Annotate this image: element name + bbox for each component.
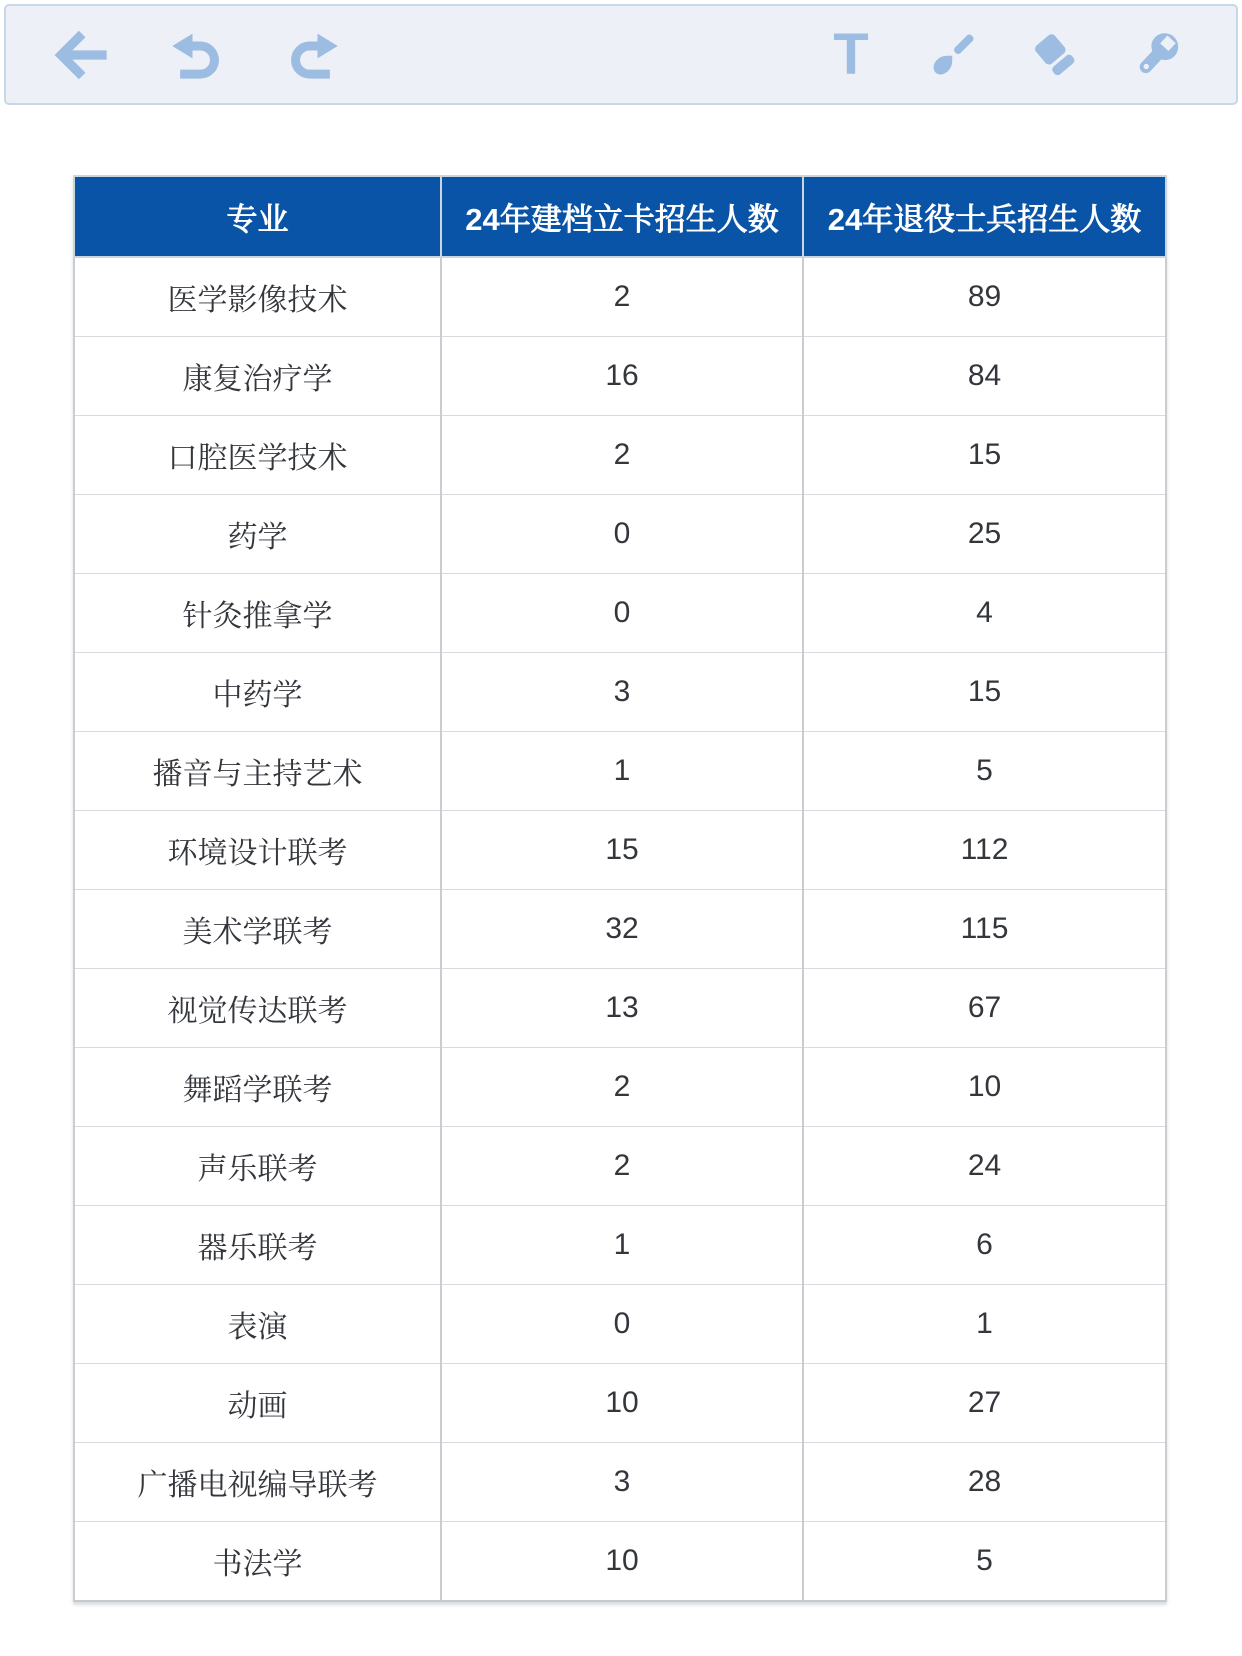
major-cell: 视觉传达联考 [74,969,441,1048]
count-cell: 0 [441,574,803,653]
count-cell: 15 [803,653,1166,732]
count-cell: 10 [441,1364,803,1443]
table-row [74,1048,1166,1127]
table-body [74,257,1166,1601]
count-cell: 24 [803,1127,1166,1206]
count-cell: 0 [441,495,803,574]
major-cell: 广播电视编导联考 [74,1443,441,1522]
wrench-icon [1130,28,1184,82]
count-cell: 6 [803,1206,1166,1285]
count-cell: 25 [803,495,1166,574]
eraser-icon [1028,28,1082,82]
count-cell: 13 [441,969,803,1048]
table-row [74,495,1166,574]
text-tool-icon: T [833,21,869,87]
count-cell: 2 [441,257,803,337]
count-cell: 16 [441,337,803,416]
count-cell: 2 [441,1127,803,1206]
major-cell: 舞蹈学联考 [74,1048,441,1127]
count-cell: 1 [803,1285,1166,1364]
count-cell: 27 [803,1364,1166,1443]
toolbar-left-group [52,24,342,86]
count-cell: 89 [803,257,1166,337]
header-row [74,176,1166,257]
table-row [74,1127,1166,1206]
count-cell: 67 [803,969,1166,1048]
table-row [74,337,1166,416]
major-cell: 美术学联考 [74,890,441,969]
table-row [74,1522,1166,1602]
major-cell: 环境设计联考 [74,811,441,890]
count-cell: 15 [803,416,1166,495]
major-cell: 药学 [74,495,441,574]
count-cell: 84 [803,337,1166,416]
count-cell: 3 [441,653,803,732]
table-row [74,257,1166,337]
table-row [74,890,1166,969]
brush-tool-button[interactable] [924,24,982,86]
table-row [74,1443,1166,1522]
major-cell: 医学影像技术 [74,257,441,337]
toolbar-right-group [822,21,1186,87]
table-row [74,1364,1166,1443]
table-header [74,176,1166,257]
count-cell: 32 [441,890,803,969]
major-cell: 声乐联考 [74,1127,441,1206]
major-cell: 播音与主持艺术 [74,732,441,811]
major-cell: 书法学 [74,1522,441,1602]
undo-icon [170,30,224,80]
brush-icon [926,28,980,82]
count-cell: 2 [441,416,803,495]
toolbar [4,4,1238,105]
back-button[interactable] [52,24,110,86]
table-row [74,732,1166,811]
count-cell: 10 [803,1048,1166,1127]
redo-icon [286,30,340,80]
count-cell: 3 [441,1443,803,1522]
count-cell: 0 [441,1285,803,1364]
column-header-veteran-enrollment: 24年退役士兵招生人数 [803,176,1166,257]
count-cell: 5 [803,732,1166,811]
count-cell: 4 [803,574,1166,653]
count-cell: 115 [803,890,1166,969]
column-header-major: 专业 [74,176,441,257]
table-row [74,1206,1166,1285]
table-row [74,811,1166,890]
wrench-tool-button[interactable] [1128,24,1186,86]
major-cell: 器乐联考 [74,1206,441,1285]
redo-button[interactable] [284,24,342,86]
table-row [74,969,1166,1048]
table-row [74,653,1166,732]
count-cell: 28 [803,1443,1166,1522]
count-cell: 15 [441,811,803,890]
eraser-tool-button[interactable] [1026,24,1084,86]
count-cell: 1 [441,732,803,811]
undo-button[interactable] [168,24,226,86]
arrow-left-icon [53,29,109,81]
column-header-poverty-enrollment: 24年建档立卡招生人数 [441,176,803,257]
table-row [74,1285,1166,1364]
table-row [74,574,1166,653]
table-row [74,416,1166,495]
major-cell: 康复治疗学 [74,337,441,416]
count-cell: 10 [441,1522,803,1602]
major-cell: 中药学 [74,653,441,732]
major-cell: 口腔医学技术 [74,416,441,495]
count-cell: 2 [441,1048,803,1127]
major-cell: 表演 [74,1285,441,1364]
text-tool-button[interactable] [822,21,880,87]
count-cell: 1 [441,1206,803,1285]
count-cell: 5 [803,1522,1166,1602]
major-cell: 针灸推拿学 [74,574,441,653]
enrollment-table [73,175,1167,1602]
major-cell: 动画 [74,1364,441,1443]
count-cell: 112 [803,811,1166,890]
